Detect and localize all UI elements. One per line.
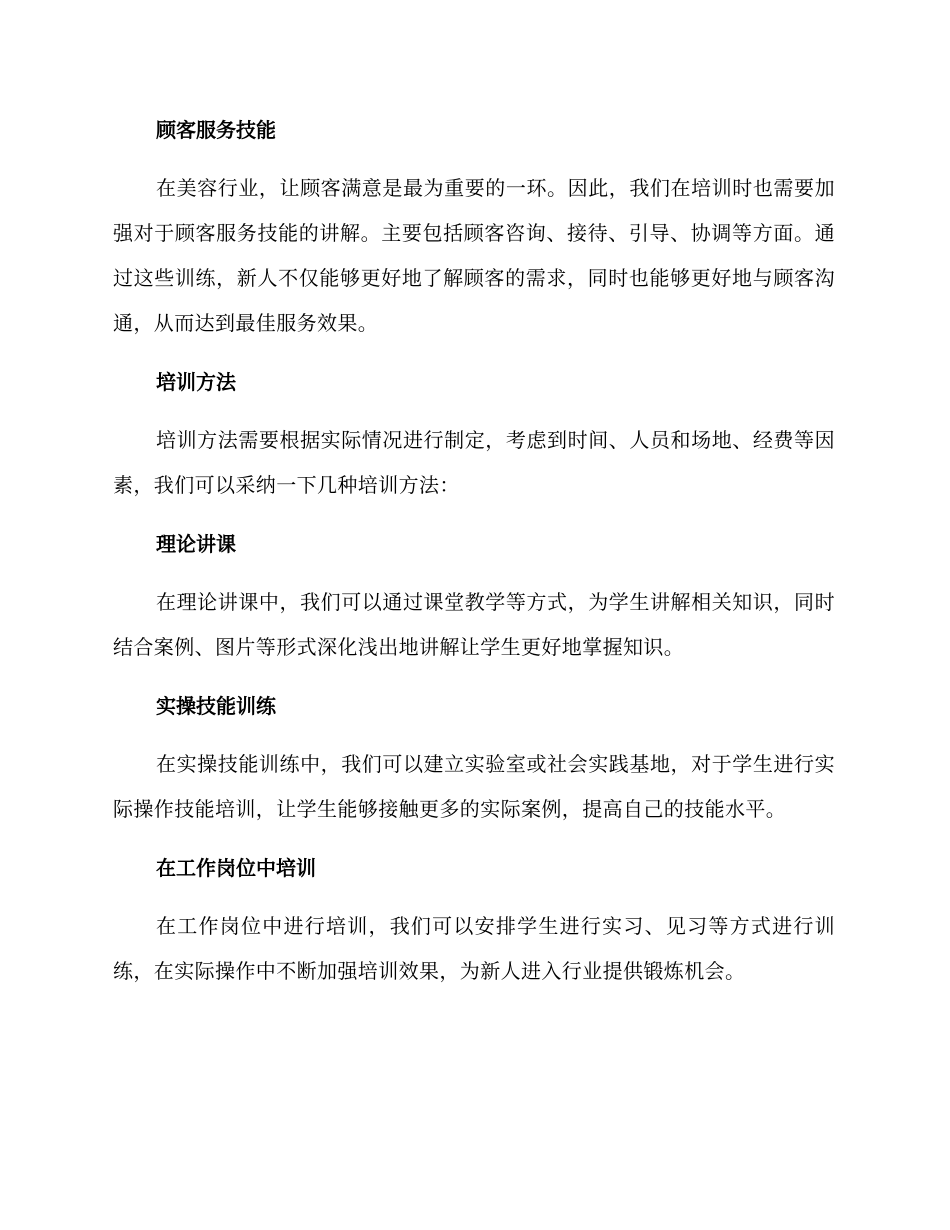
spacer — [113, 890, 835, 904]
section-heading-on-the-job: 在工作岗位中培训 — [156, 856, 316, 880]
spacer — [113, 346, 835, 360]
section-body-theory-lecture: 在理论讲课中，我们可以通过课堂教学等方式，为学生讲解相关知识，同时结合案例、图片等形式深化浅出地讲解让学生更好地掌握知识。 — [113, 590, 835, 659]
spacer — [113, 670, 835, 684]
section-heading-theory-lecture: 理论讲课 — [156, 532, 236, 556]
document-content — [113, 108, 835, 994]
spacer — [113, 404, 835, 418]
section-heading-customer-service: 顾客服务技能 — [156, 118, 276, 142]
spacer — [113, 832, 835, 846]
section-body-customer-service: 在美容行业，让顾客满意是最为重要的一环。因此，我们在培训时也需要加强对于顾客服务技能的讲解。主要包括顾客咨询、接待、引导、协调等方面。通过这些训练，新人不仅能够更好地了解顾客的需求，同时也能够更好地与顾客沟通，从而达到最佳服务效果。 — [113, 176, 835, 335]
spacer — [113, 566, 835, 580]
section-heading-training-methods: 培训方法 — [156, 370, 236, 394]
section-body-training-methods: 培训方法需要根据实际情况进行制定，考虑到时间、人员和场地、经费等因素，我们可以采纳一下几种培训方法： — [113, 428, 835, 497]
section-heading-practical-skills: 实操技能训练 — [156, 694, 276, 718]
spacer — [113, 508, 835, 522]
spacer — [113, 152, 835, 166]
spacer — [113, 728, 835, 742]
section-body-practical-skills: 在实操技能训练中，我们可以建立实验室或社会实践基地，对于学生进行实际操作技能培训，让学生能够接触更多的实际案例，提高自己的技能水平。 — [113, 752, 835, 821]
section-body-on-the-job: 在工作岗位中进行培训，我们可以安排学生进行实习、见习等方式进行训练，在实际操作中不断加强培训效果，为新人进入行业提供锻炼机会。 — [113, 914, 835, 983]
